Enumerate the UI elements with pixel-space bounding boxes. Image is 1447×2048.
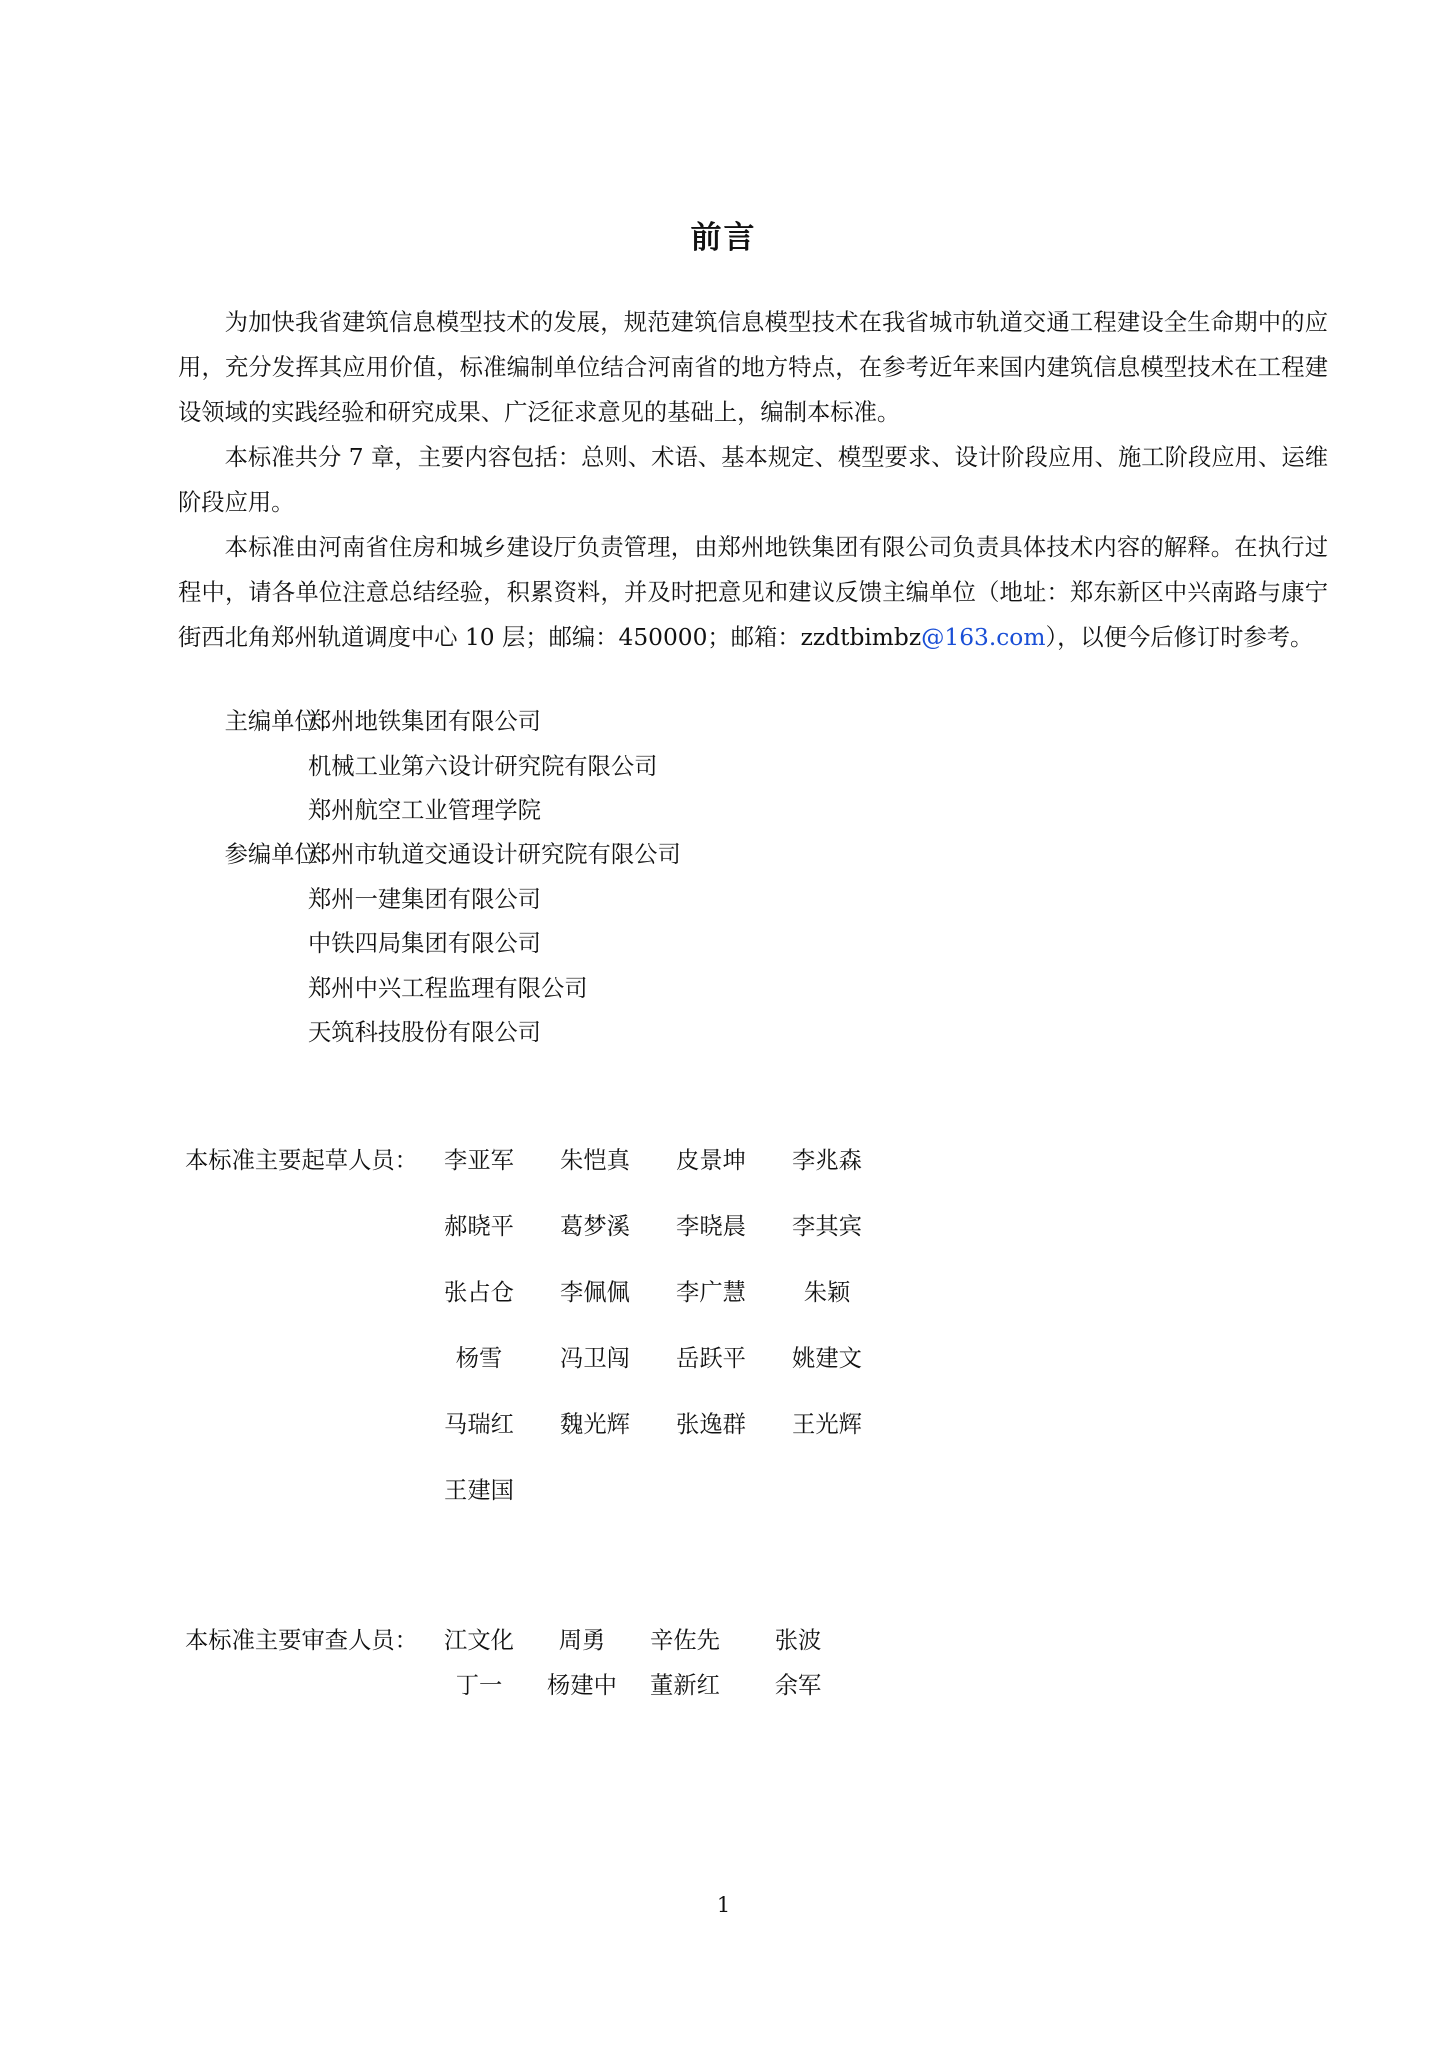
drafter-name: 魏光辉 xyxy=(560,1411,630,1438)
participating-unit: 中铁四局集团有限公司 xyxy=(308,930,541,957)
participating-unit: 郑州中兴工程监理有限公司 xyxy=(308,974,588,1002)
drafter-name: 郝晓平 xyxy=(444,1213,514,1240)
drafter-name: 李佩佩 xyxy=(560,1279,630,1306)
feedback-text: 本标准由河南省住房和城乡建设厅负责管理，由郑州地铁集团有限公司负责具体技术内容的解释。在执行过程中，请各单位注意总结经验，积累资料，并及时把意见和建议反馈主编单位（地址：郑东新区中兴南路与康宁街西北角郑州轨道调度中心 10 层；邮编：450000；邮箱： xyxy=(178,534,1328,651)
participating-unit: 天筑科技股份有限公司 xyxy=(308,1019,541,1046)
drafter-name: 李亚军 xyxy=(444,1147,514,1174)
drafter-name: 姚建文 xyxy=(792,1345,862,1372)
page-number: 1 xyxy=(716,1893,731,1917)
feedback-closing: ），以便今后修订时参考。 xyxy=(1045,624,1314,651)
drafter-name: 马瑞红 xyxy=(444,1411,514,1438)
drafter-name: 冯卫闯 xyxy=(560,1345,630,1372)
drafter-name: 朱恺真 xyxy=(560,1147,630,1174)
reviewer-name: 董新红 xyxy=(650,1672,720,1699)
paragraph-purpose: 为加快我省建筑信息模型技术的发展，规范建筑信息模型技术在我省城市轨道交通工程建设全生命期中的应用，充分发挥其应用价值，标准编制单位结合河南省的地方特点，在参考近年来国内建筑信息模型技术在工程建设领域的实践经验和研究成果、广泛征求意见的基础上，编制本标准。 xyxy=(178,309,1328,426)
paragraph-contents: 本标准共分 7 章，主要内容包括：总则、术语、基本规定、模型要求、设计阶段应用、施工阶段应用、运维阶段应用。 xyxy=(178,444,1328,516)
chief-unit: 机械工业第六设计研究院有限公司 xyxy=(308,752,658,780)
drafter-name: 皮景坤 xyxy=(676,1147,746,1174)
chief-unit: 郑州航空工业管理学院 xyxy=(308,797,541,824)
paragraph-feedback xyxy=(178,525,1328,660)
drafter-name: 葛梦溪 xyxy=(560,1213,630,1240)
chief-unit: 郑州地铁集团有限公司 xyxy=(308,708,541,735)
drafter-name: 李广慧 xyxy=(676,1279,746,1306)
chief-units-label: 主编单位： xyxy=(224,708,342,735)
participating-unit: 郑州一建集团有限公司 xyxy=(308,885,541,913)
reviewer-name: 张波 xyxy=(774,1627,822,1654)
drafter-name: 岳跃平 xyxy=(676,1345,746,1372)
reviewer-name: 辛佐先 xyxy=(650,1627,720,1654)
participating-units-label: 参编单位： xyxy=(224,841,342,868)
drafter-name: 杨雪 xyxy=(455,1345,503,1372)
preface-body xyxy=(178,300,1328,660)
email-domain: @163.com xyxy=(921,624,1046,651)
chief-units-list xyxy=(308,700,657,834)
reviewer-name: 江文化 xyxy=(444,1627,514,1654)
drafter-name: 李兆森 xyxy=(792,1147,862,1174)
reviewer-name: 丁一 xyxy=(455,1672,503,1699)
drafter-name: 张逸群 xyxy=(676,1411,746,1438)
email-user: zzdtbimbz xyxy=(800,624,922,651)
reviewers-label: 本标准主要审查人员： xyxy=(185,1627,418,1654)
participating-units-list xyxy=(308,833,681,1056)
drafter-name: 李晓晨 xyxy=(676,1213,746,1240)
drafter-name: 李其宾 xyxy=(792,1213,862,1240)
reviewer-name: 杨建中 xyxy=(547,1672,617,1699)
reviewer-name: 周勇 xyxy=(558,1627,606,1654)
drafter-name: 朱颖 xyxy=(803,1279,851,1306)
drafter-name: 王光辉 xyxy=(792,1411,862,1438)
participating-unit: 郑州市轨道交通设计研究院有限公司 xyxy=(308,841,681,868)
page-title: 前言 xyxy=(690,220,757,256)
reviewer-name: 余军 xyxy=(774,1672,822,1699)
drafters-label: 本标准主要起草人员： xyxy=(185,1147,418,1174)
drafter-name: 张占仓 xyxy=(444,1279,514,1306)
drafter-name: 王建国 xyxy=(444,1477,514,1504)
